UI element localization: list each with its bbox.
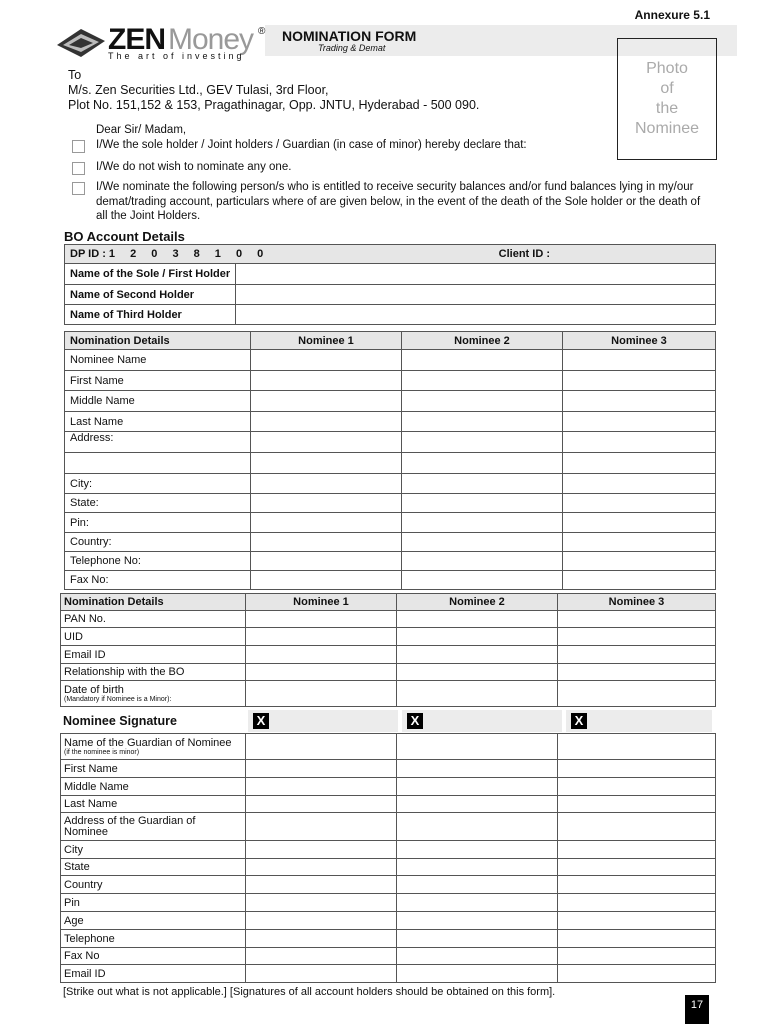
nominee-2-input[interactable] (397, 841, 558, 859)
nominee-3-dob-input[interactable] (558, 681, 716, 707)
declaration-option-3-line-1: I/We nominate the following person/s who is entitled to receive security balances and/or fund balances lying in my/our (96, 181, 694, 193)
photo-text-1: Photo (646, 60, 688, 77)
row-label: Email ID (61, 965, 246, 983)
checkbox-no-nominee[interactable] (72, 162, 85, 175)
nominee-3-input[interactable] (558, 859, 716, 876)
row-label: Fax No (61, 948, 246, 965)
nominee-1-input[interactable] (246, 876, 397, 894)
guardian-name-label-cell (61, 734, 246, 760)
guardian-name-note: (if the nominee is minor) (64, 748, 140, 756)
checkbox-declare[interactable] (72, 140, 85, 153)
nominee-1-input[interactable] (246, 611, 397, 628)
row-label: City: (65, 474, 251, 494)
nominee-1-input[interactable] (246, 760, 397, 778)
nominee-1-input[interactable] (246, 859, 397, 876)
third-holder-input[interactable] (236, 305, 716, 325)
dob-label-cell (61, 681, 246, 707)
row-label: PAN No. (61, 611, 246, 628)
row-label: Last Name (65, 412, 251, 432)
signature-table (60, 710, 712, 732)
row-label: Relationship with the BO (61, 664, 246, 681)
recipient-address (68, 68, 479, 113)
nominee-3-input[interactable] (558, 796, 716, 813)
nominee-2-signature[interactable] (400, 710, 564, 732)
row-label: Age (61, 912, 246, 930)
nominee-1-header-2: Nominee 1 (246, 594, 397, 611)
nominee-1-input[interactable] (251, 350, 402, 371)
nominee-2-input[interactable] (397, 760, 558, 778)
third-holder-label: Name of Third Holder (65, 305, 236, 325)
nominee-1-input[interactable] (251, 552, 402, 571)
dob-note: (Mandatory if Nominee is a Minor): (64, 695, 172, 703)
nominee-3-input[interactable] (563, 533, 716, 552)
first-holder-label: Name of the Sole / First Holder (65, 264, 236, 285)
nominee-1-signature[interactable] (246, 710, 400, 732)
nominee-3-input[interactable] (563, 371, 716, 391)
row-label: Address: (65, 432, 251, 453)
logo-registered-mark: ® (258, 26, 266, 37)
nominee-1-input[interactable] (251, 371, 402, 391)
zen-money-logo-icon (55, 27, 107, 61)
row-label: UID (61, 628, 246, 646)
row-label: Middle Name (65, 391, 251, 412)
checkbox-nominate[interactable] (72, 182, 85, 195)
nominee-3-input[interactable] (558, 734, 716, 760)
nominee-3-input[interactable] (558, 664, 716, 681)
nominee-2-input[interactable] (397, 628, 558, 646)
first-holder-input[interactable] (236, 264, 716, 285)
dp-id-label: DP ID : (70, 248, 106, 260)
nomination-details-header-2: Nomination Details (61, 594, 246, 611)
nominee-3-input[interactable] (558, 628, 716, 646)
nominee-3-input[interactable] (563, 571, 716, 590)
dob-label: Date of birth (64, 683, 124, 696)
nominee-1-input[interactable] (251, 513, 402, 533)
nominee-3-input[interactable] (563, 552, 716, 571)
nominee-signature-label: Nominee Signature (63, 714, 177, 728)
nominee-2-input[interactable] (397, 876, 558, 894)
nominee-2-input[interactable] (397, 813, 558, 841)
nominee-3-header-2: Nominee 3 (558, 594, 716, 611)
nominee-1-input[interactable] (251, 391, 402, 412)
nominee-2-input[interactable] (397, 646, 558, 664)
nominee-2-input[interactable] (402, 533, 563, 552)
nominee-1-input[interactable] (246, 813, 397, 841)
nominee-2-input[interactable] (397, 965, 558, 983)
bo-account-title: BO Account Details (64, 229, 185, 244)
nominee-1-input[interactable] (251, 533, 402, 552)
row-label: Nominee Name (65, 350, 251, 371)
row-label: Pin: (65, 513, 251, 533)
nominee-3-input[interactable] (563, 494, 716, 513)
nominee-2-input[interactable] (402, 412, 563, 432)
nominee-1-input[interactable] (246, 628, 397, 646)
logo-money: Money (168, 23, 254, 56)
nominee-2-input[interactable] (397, 859, 558, 876)
row-label: Fax No: (65, 571, 251, 590)
row-label: First Name (61, 760, 246, 778)
nominee-2-input[interactable] (397, 894, 558, 912)
nominee-2-input[interactable] (402, 552, 563, 571)
logo-tagline: The art of investing (108, 51, 245, 61)
nominee-3-input[interactable] (558, 611, 716, 628)
nominee-1-input[interactable] (246, 965, 397, 983)
second-holder-input[interactable] (236, 285, 716, 305)
nominee-2-input[interactable] (397, 611, 558, 628)
nominee-2-input[interactable] (397, 734, 558, 760)
nominee-1-input[interactable] (246, 796, 397, 813)
nominee-photo-box[interactable] (617, 38, 717, 160)
annexure-label: Annexure 5.1 (634, 8, 710, 22)
dp-id-cell (65, 245, 716, 264)
page-number: 17 (685, 995, 709, 1024)
row-label (65, 453, 251, 474)
nominee-2-input[interactable] (402, 371, 563, 391)
nominee-2-input[interactable] (402, 350, 563, 371)
logo-zen: ZEN (108, 23, 165, 56)
nominee-1-input[interactable] (251, 432, 402, 453)
photo-text-3: the (655, 100, 679, 117)
guardian-address-label-line-2: Nominee (64, 825, 109, 838)
nomination-table-2 (60, 593, 716, 707)
nominee-1-input[interactable] (246, 912, 397, 930)
nominee-3-input[interactable] (558, 841, 716, 859)
nominee-2-input[interactable] (397, 930, 558, 948)
nominee-3-input[interactable] (558, 760, 716, 778)
nomination-table-1 (64, 331, 716, 590)
nominee-3-input[interactable] (558, 965, 716, 983)
nominee-2-header: Nominee 2 (402, 332, 563, 350)
nominee-1-input[interactable] (246, 841, 397, 859)
nominee-3-input[interactable] (558, 948, 716, 965)
guardian-name-label: Name of the Guardian of Nominee (64, 736, 232, 749)
declaration-option-3-line-2: demat/trading account, particulars where of are given below, in the event of the death of the Sole holder or the death of (96, 195, 701, 208)
row-label: City (61, 841, 246, 859)
form-subtitle: Trading & Demat (318, 43, 386, 53)
nominee-1-input[interactable] (251, 571, 402, 590)
nominee-2-input[interactable] (397, 778, 558, 796)
nominee-1-dob-input[interactable] (246, 681, 397, 707)
declaration-option-3-line-3: all the Joint Holders. (96, 210, 201, 222)
address-line-1: M/s. Zen Securities Ltd., GEV Tulasi, 3rd Floor, (68, 83, 329, 97)
row-label: Email ID (61, 646, 246, 664)
nominee-1-input[interactable] (246, 948, 397, 965)
footer-note: [Strike out what is not applicable.] [Signatures of all account holders should be obtained on this form]. (63, 986, 556, 998)
declaration-option-1: I/We the sole holder / Joint holders / Guardian (in case of minor) hereby declare that: (96, 139, 527, 151)
nominee-3-input[interactable] (558, 778, 716, 796)
nominee-1-input[interactable] (251, 494, 402, 513)
nominee-2-input[interactable] (397, 948, 558, 965)
nominee-3-input[interactable] (558, 930, 716, 948)
row-label: State: (65, 494, 251, 513)
form-title: NOMINATION FORM (282, 28, 417, 44)
nominee-3-input[interactable] (558, 876, 716, 894)
sign-here-x-icon: X (253, 713, 269, 729)
nominee-3-input[interactable] (563, 350, 716, 371)
guardian-address-label-cell (61, 813, 246, 841)
row-label: Telephone No: (65, 552, 251, 571)
sign-here-x-icon: X (407, 713, 423, 729)
address-line-2: Plot No. 151,152 & 153, Pragathinagar, Opp. JNTU, Hyderabad - 500 090. (68, 98, 480, 112)
nominee-2-input[interactable] (402, 391, 563, 412)
declaration-option-3 (96, 180, 700, 224)
nominee-3-input[interactable] (558, 894, 716, 912)
nominee-3-input[interactable] (563, 391, 716, 412)
nominee-1-header: Nominee 1 (251, 332, 402, 350)
nominee-1-input[interactable] (246, 646, 397, 664)
nominee-3-header: Nominee 3 (563, 332, 716, 350)
nominee-2-input[interactable] (402, 474, 563, 494)
nominee-3-input[interactable] (563, 474, 716, 494)
row-label: Middle Name (61, 778, 246, 796)
nominee-2-input[interactable] (402, 513, 563, 533)
nominee-1-input[interactable] (251, 412, 402, 432)
nominee-3-input[interactable] (563, 432, 716, 453)
nominee-2-header-2: Nominee 2 (397, 594, 558, 611)
row-label: Country (61, 876, 246, 894)
nominee-2-dob-input[interactable] (397, 681, 558, 707)
row-label: Country: (65, 533, 251, 552)
second-holder-label: Name of Second Holder (65, 285, 236, 305)
nominee-3-input[interactable] (563, 453, 716, 474)
guardian-address-label-line-1: Address of the Guardian of (64, 814, 196, 827)
declaration-option-2: I/We do not wish to nominate any one. (96, 161, 292, 173)
nominee-3-input[interactable] (558, 813, 716, 841)
nominee-2-input[interactable] (402, 571, 563, 590)
bo-account-table (64, 244, 716, 325)
nominee-2-input[interactable] (397, 796, 558, 813)
photo-text-4: Nominee (634, 120, 700, 137)
nominee-1-input[interactable] (246, 930, 397, 948)
nominee-2-input[interactable] (402, 494, 563, 513)
sign-here-x-icon: X (571, 713, 587, 729)
nominee-2-input[interactable] (397, 912, 558, 930)
nominee-1-input[interactable] (246, 664, 397, 681)
nomination-details-header: Nomination Details (65, 332, 251, 350)
nominee-1-input[interactable] (251, 474, 402, 494)
guardian-table (60, 733, 716, 983)
row-label: Last Name (61, 796, 246, 813)
nominee-3-input[interactable] (558, 646, 716, 664)
nominee-2-input[interactable] (402, 453, 563, 474)
row-label: Pin (61, 894, 246, 912)
nominee-3-input[interactable] (558, 912, 716, 930)
nominee-2-input[interactable] (397, 664, 558, 681)
salutation: Dear Sir/ Madam, (96, 124, 187, 136)
nominee-3-signature[interactable] (564, 710, 712, 732)
nominee-1-input[interactable] (251, 453, 402, 474)
row-label: State (61, 859, 246, 876)
photo-text-2: of (660, 80, 674, 97)
client-id-label: Client ID : (498, 248, 550, 260)
row-label: Telephone (61, 930, 246, 948)
nominee-3-input[interactable] (563, 513, 716, 533)
nominee-1-input[interactable] (246, 778, 397, 796)
nominee-1-input[interactable] (246, 894, 397, 912)
nominee-1-input[interactable] (246, 734, 397, 760)
address-to: To (68, 68, 82, 82)
nominee-2-input[interactable] (402, 432, 563, 453)
row-label: First Name (65, 371, 251, 391)
nominee-3-input[interactable] (563, 412, 716, 432)
dp-id-value: 1 2 0 3 8 1 0 0 (108, 248, 270, 260)
